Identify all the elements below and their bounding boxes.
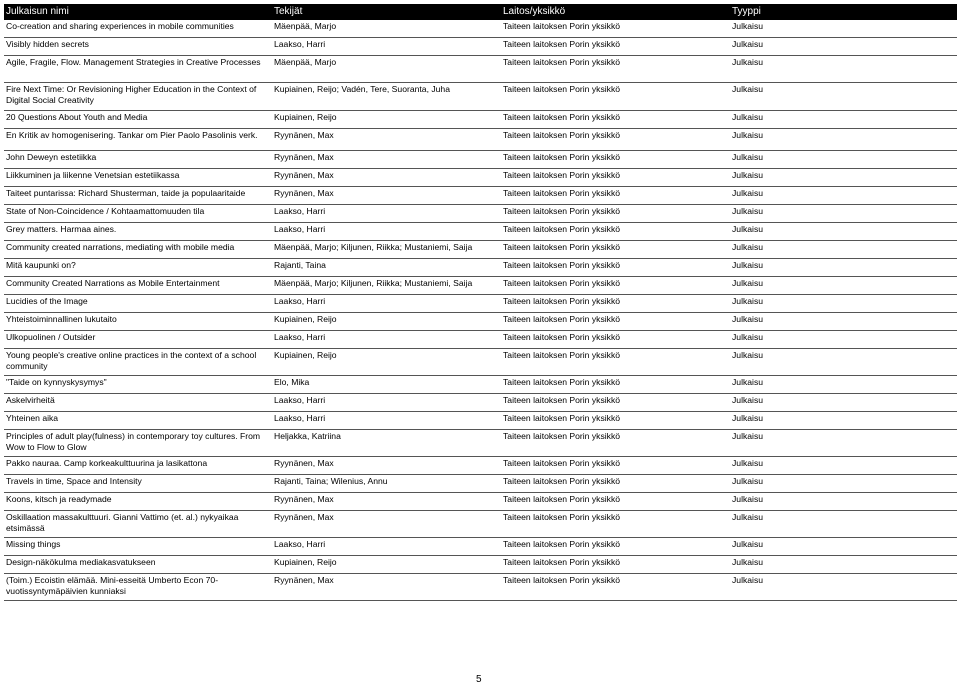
cell-unit: Taiteen laitoksen Porin yksikkö [503,278,621,288]
table-row [4,376,957,394]
table-row [4,20,957,38]
cell-type: Julkaisu [732,557,764,567]
cell-unit: Taiteen laitoksen Porin yksikkö [503,206,621,216]
cell-unit: Taiteen laitoksen Porin yksikkö [503,21,621,31]
cell-type: Julkaisu [732,206,764,216]
cell-unit: Taiteen laitoksen Porin yksikkö [503,377,621,387]
cell-type: Julkaisu [732,431,764,441]
header-authors: Tekijät [274,5,303,17]
table-row [4,56,957,83]
header-type: Tyyppi [732,5,761,17]
cell-authors: Mäenpää, Marjo; Kiljunen, Riikka; Mustaniemi, Saija [274,242,473,252]
cell-type: Julkaisu [732,57,764,67]
cell-unit: Taiteen laitoksen Porin yksikkö [503,152,621,162]
publication-table [4,4,957,601]
table-row [4,493,957,511]
cell-title: Co-creation and sharing experiences in mobile communities [6,21,234,31]
cell-title: Yhteistoiminnallinen lukutaito [6,314,117,324]
table-row [4,223,957,241]
cell-unit: Taiteen laitoksen Porin yksikkö [503,575,621,585]
table-row [4,295,957,313]
table-row [4,169,957,187]
cell-unit: Taiteen laitoksen Porin yksikkö [503,242,621,252]
cell-type: Julkaisu [732,494,764,504]
cell-authors: Kupiainen, Reijo [274,112,337,122]
cell-type: Julkaisu [732,575,764,585]
cell-type: Julkaisu [732,21,764,31]
cell-type: Julkaisu [732,458,764,468]
table-row [4,430,957,457]
cell-title: Fire Next Time: Or Revisioning Higher Education in the Context of Digital Social Creativity [6,84,257,105]
cell-title: State of Non-Coincidence / Kohtaamattomuuden tila [6,206,205,216]
cell-authors: Ryynänen, Max [274,170,334,180]
cell-type: Julkaisu [732,130,764,140]
cell-type: Julkaisu [732,395,764,405]
cell-unit: Taiteen laitoksen Porin yksikkö [503,188,621,198]
cell-type: Julkaisu [732,377,764,387]
cell-type: Julkaisu [732,296,764,306]
table-row [4,129,957,151]
cell-unit: Taiteen laitoksen Porin yksikkö [503,431,621,441]
table-row [4,259,957,277]
cell-unit: Taiteen laitoksen Porin yksikkö [503,170,621,180]
cell-title: Ulkopuolinen / Outsider [6,332,96,342]
cell-title: Pakko nauraa. Camp korkeakulttuurina ja lasikattona [6,458,208,468]
cell-authors: Ryynänen, Max [274,130,334,140]
cell-unit: Taiteen laitoksen Porin yksikkö [503,512,621,522]
cell-type: Julkaisu [732,260,764,270]
cell-unit: Taiteen laitoksen Porin yksikkö [503,413,621,423]
cell-title: Design-näkökulma mediakasvatukseen [6,557,156,567]
table-row [4,277,957,295]
table-row [4,241,957,259]
cell-authors: Laakso, Harri [274,296,326,306]
cell-title: Principles of adult play(fulness) in contemporary toy cultures. From Wow to Flow to Glow [6,431,261,452]
cell-authors: Laakso, Harri [274,395,326,405]
cell-authors: Kupiainen, Reijo [274,350,337,360]
table-row [4,349,957,376]
cell-type: Julkaisu [732,170,764,180]
table-row [4,187,957,205]
cell-authors: Elo, Mika [274,377,310,387]
cell-title: John Deweyn estetiikka [6,152,97,162]
cell-type: Julkaisu [732,112,764,122]
cell-title: Travels in time, Space and Intensity [6,476,142,486]
cell-unit: Taiteen laitoksen Porin yksikkö [503,350,621,360]
cell-title: Oskillaation massakulttuuri. Gianni Vattimo (et. al.) nykyaikaa etsimässä [6,512,239,533]
cell-authors: Ryynänen, Max [274,188,334,198]
header-title: Julkaisun nimi [6,5,69,17]
table-row [4,394,957,412]
cell-authors: Laakso, Harri [274,539,326,549]
table-row [4,457,957,475]
cell-type: Julkaisu [732,512,764,522]
cell-authors: Ryynänen, Max [274,575,334,585]
table-row [4,511,957,538]
cell-title: "Taide on kynnyskysymys" [6,377,107,387]
cell-unit: Taiteen laitoksen Porin yksikkö [503,260,621,270]
cell-unit: Taiteen laitoksen Porin yksikkö [503,458,621,468]
cell-unit: Taiteen laitoksen Porin yksikkö [503,476,621,486]
cell-unit: Taiteen laitoksen Porin yksikkö [503,39,621,49]
table-row [4,111,957,129]
cell-title: Community Created Narrations as Mobile Entertainment [6,278,220,288]
cell-type: Julkaisu [732,224,764,234]
cell-title: Mitä kaupunki on? [6,260,76,270]
table-row [4,38,957,56]
cell-authors: Rajanti, Taina [274,260,326,270]
cell-unit: Taiteen laitoksen Porin yksikkö [503,494,621,504]
header-unit: Laitos/yksikkö [503,5,566,17]
table-row [4,313,957,331]
cell-authors: Heljakka, Katriina [274,431,341,441]
cell-authors: Ryynänen, Max [274,152,334,162]
cell-authors: Ryynänen, Max [274,458,334,468]
cell-type: Julkaisu [732,350,764,360]
cell-authors: Laakso, Harri [274,224,326,234]
cell-unit: Taiteen laitoksen Porin yksikkö [503,539,621,549]
cell-title: Community created narrations, mediating with mobile media [6,242,235,252]
cell-authors: Mäenpää, Marjo; Kiljunen, Riikka; Mustaniemi, Saija [274,278,473,288]
cell-title: Taiteet puntarissa: Richard Shusterman, taide ja populaaritaide [6,188,246,198]
cell-type: Julkaisu [732,539,764,549]
cell-type: Julkaisu [732,413,764,423]
table-row [4,538,957,556]
cell-unit: Taiteen laitoksen Porin yksikkö [503,314,621,324]
cell-type: Julkaisu [732,278,764,288]
cell-type: Julkaisu [732,39,764,49]
table-row [4,574,957,601]
cell-authors: Kupiainen, Reijo; Vadén, Tere, Suoranta, Juha [274,84,450,94]
cell-unit: Taiteen laitoksen Porin yksikkö [503,224,621,234]
cell-type: Julkaisu [732,332,764,342]
table-row [4,151,957,169]
cell-authors: Laakso, Harri [274,332,326,342]
cell-title: Koons, kitsch ja readymade [6,494,112,504]
table-header [4,4,957,20]
table-body [4,20,957,601]
cell-unit: Taiteen laitoksen Porin yksikkö [503,57,621,67]
cell-title: Young people's creative online practices in the context of a school community [6,350,257,371]
cell-title: Grey matters. Harmaa aines. [6,224,117,234]
table-row [4,83,957,111]
cell-type: Julkaisu [732,152,764,162]
cell-authors: Ryynänen, Max [274,512,334,522]
cell-title: Askelvirheitä [6,395,55,405]
cell-unit: Taiteen laitoksen Porin yksikkö [503,130,621,140]
cell-title: En Kritik av homogenisering. Tankar om Pier Paolo Pasolinis verk. [6,130,258,140]
cell-title: Visibly hidden secrets [6,39,89,49]
cell-authors: Ryynänen, Max [274,494,334,504]
page-number: 5 [476,674,482,685]
cell-authors: Laakso, Harri [274,413,326,423]
cell-unit: Taiteen laitoksen Porin yksikkö [503,332,621,342]
cell-authors: Laakso, Harri [274,206,326,216]
cell-authors: Kupiainen, Reijo [274,557,337,567]
cell-authors: Laakso, Harri [274,39,326,49]
cell-authors: Kupiainen, Reijo [274,314,337,324]
cell-authors: Rajanti, Taina; Wilenius, Annu [274,476,388,486]
cell-title: Lucidies of the Image [6,296,88,306]
cell-type: Julkaisu [732,314,764,324]
table-row [4,475,957,493]
table-row [4,205,957,223]
cell-title: Missing things [6,539,61,549]
cell-title: (Toim.) Ecoistin elämää. Mini-esseitä Umberto Econ 70-vuotissyntymäpäivien kunniaksi [6,575,219,596]
table-row [4,412,957,430]
cell-authors: Mäenpää, Marjo [274,57,337,67]
cell-title: 20 Questions About Youth and Media [6,112,148,122]
cell-title: Yhteinen aika [6,413,59,423]
cell-unit: Taiteen laitoksen Porin yksikkö [503,84,621,94]
cell-type: Julkaisu [732,476,764,486]
cell-title: Liikkuminen ja liikenne Venetsian estetiikassa [6,170,180,180]
table-row [4,331,957,349]
cell-unit: Taiteen laitoksen Porin yksikkö [503,296,621,306]
cell-type: Julkaisu [732,242,764,252]
cell-authors: Mäenpää, Marjo [274,21,337,31]
cell-unit: Taiteen laitoksen Porin yksikkö [503,557,621,567]
cell-unit: Taiteen laitoksen Porin yksikkö [503,395,621,405]
cell-type: Julkaisu [732,188,764,198]
cell-unit: Taiteen laitoksen Porin yksikkö [503,112,621,122]
table-row [4,556,957,574]
cell-type: Julkaisu [732,84,764,94]
cell-title: Agile, Fragile, Flow. Management Strategies in Creative Processes [6,57,261,67]
